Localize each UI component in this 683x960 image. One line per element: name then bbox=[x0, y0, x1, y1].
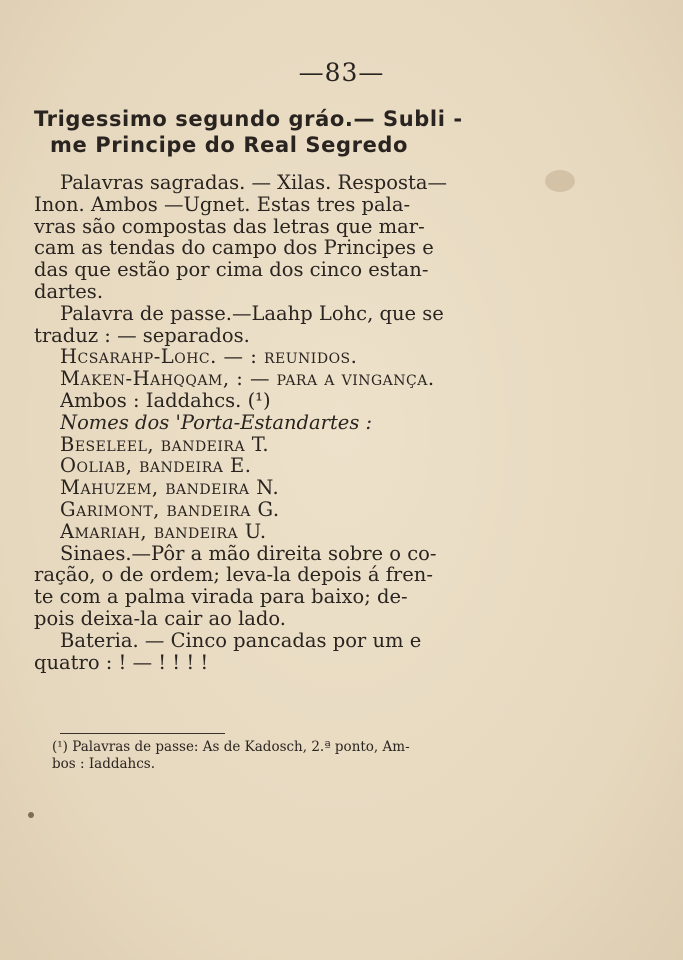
text-line: Palavra de passe.—Laahp Lohc, que se bbox=[60, 302, 444, 325]
text-line: vras são compostas das letras que mar- bbox=[34, 215, 425, 238]
heading-line: Trigessimo segundo gráo.— Subli - bbox=[34, 107, 463, 131]
text-line: Beseleel, bandeira T. bbox=[60, 433, 270, 456]
heading-line: me Principe do Real Segredo bbox=[50, 133, 409, 157]
text-line: Nomes dos 'Porta-Estandartes : bbox=[60, 411, 373, 434]
text-line: cam as tendas do campo dos Principes e bbox=[34, 237, 434, 260]
text-line: Mahuzem, bandeira N. bbox=[60, 477, 280, 499]
text-line: traduz : — separados. bbox=[34, 324, 250, 347]
text-line: Bateria. — Cinco pancadas por um e bbox=[60, 629, 422, 652]
body-text bbox=[34, 172, 520, 674]
text-line: te com a palma virada para baixo; de- bbox=[34, 586, 408, 608]
text-line: pois deixa-la cair ao lado. bbox=[34, 607, 287, 630]
text-line: Sinaes.—Pôr a mão direita sobre o co- bbox=[60, 542, 437, 565]
chapter-heading bbox=[34, 106, 524, 158]
page-number: —83— bbox=[298, 58, 385, 87]
text-line: Ooliab, bandeira E. bbox=[60, 455, 252, 478]
text-line: Ambos : Iaddahcs. (¹) bbox=[60, 389, 271, 412]
text-line: dartes. bbox=[34, 280, 104, 303]
text-line: Hcsarahp-Lohc. — : reunidos. bbox=[60, 346, 358, 369]
paper-stain bbox=[545, 170, 575, 192]
footnote-line: bos : Iaddahcs. bbox=[52, 756, 156, 772]
footnote bbox=[52, 739, 522, 773]
text-line: quatro : ! — ! ! ! ! bbox=[34, 651, 209, 674]
footnote-line: (¹) Palavras de passe: As de Kadosch, 2.ª ponto, Am- bbox=[52, 739, 410, 755]
text-line: ração, o de ordem; leva-la depois á fren- bbox=[34, 564, 433, 587]
text-line: Maken-Hahqqam, : — para a vingança. bbox=[60, 368, 435, 390]
text-line: Garimont, bandeira G. bbox=[60, 498, 280, 521]
text-line: Amariah, bandeira U. bbox=[60, 520, 267, 543]
footnote-divider bbox=[60, 733, 225, 734]
paper-stain bbox=[28, 812, 34, 818]
text-line: Palavras sagradas. — Xilas. Resposta— bbox=[60, 172, 447, 194]
text-line: Inon. Ambos —Ugnet. Estas tres pala- bbox=[34, 193, 411, 216]
text-line: das que estão por cima dos cinco estan- bbox=[34, 259, 429, 281]
